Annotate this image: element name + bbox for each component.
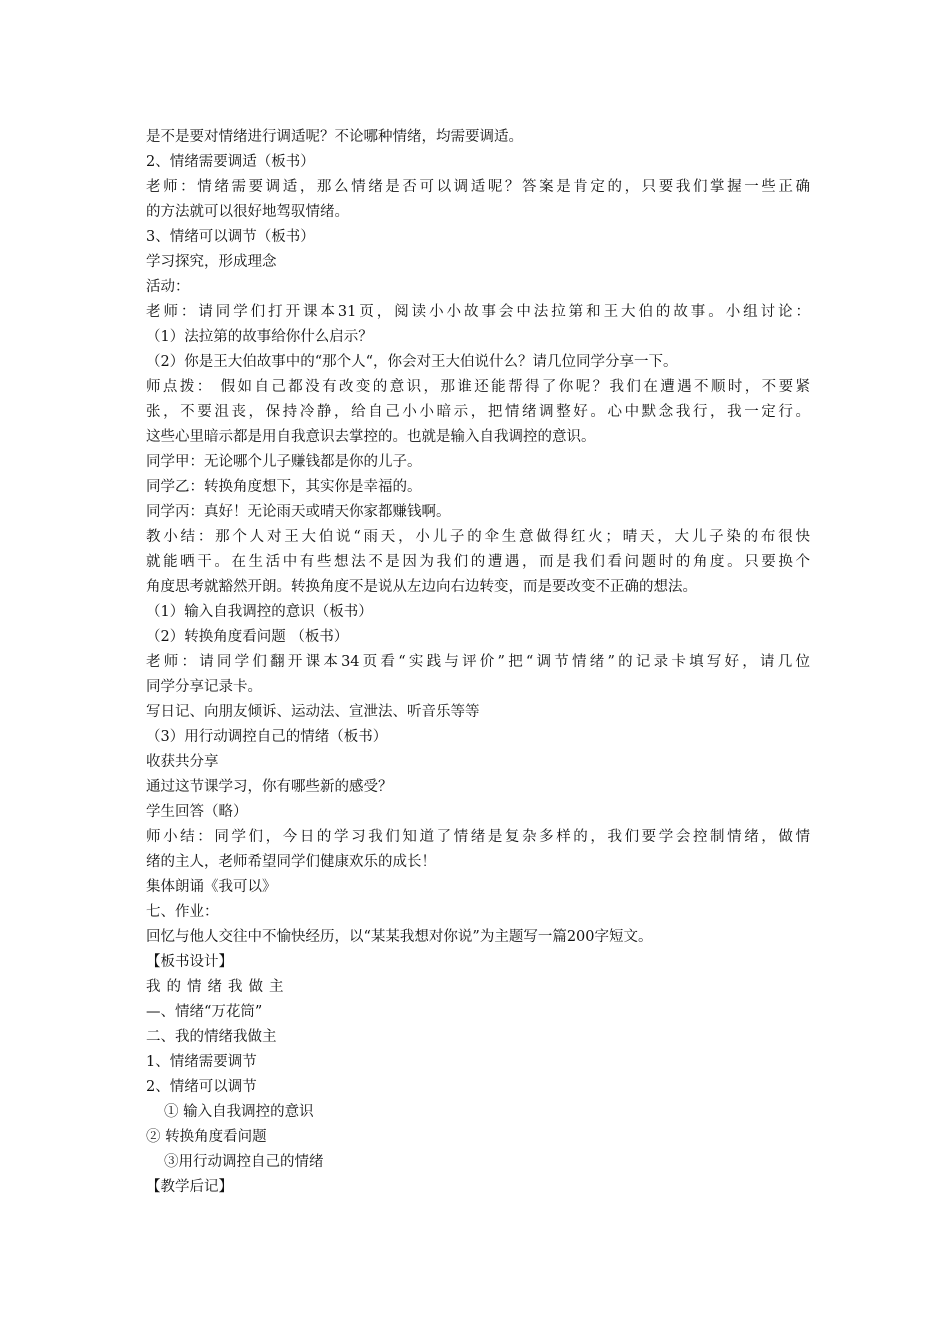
text-line: 活动： [146,279,190,295]
text-line: 张，不要沮丧，保持冷静，给自己小小暗示，把情绪调整好。心中默念我行，我一定行。 [146,404,810,420]
text-line: （2）你是王大伯故事中的“那个人“，你会对王大伯说什么？请几位同学分享一下。 [146,354,678,370]
text-line: 老师：请同学们翻开课本34页看“实践与评价”把“调节情绪”的记录卡填写好，请几位 [146,654,810,670]
text-line: 二、我的情绪我做主 [146,1029,277,1045]
text-line: 2、情绪需要调适（板书） [146,154,315,170]
text-line: （2）转换角度看问题 （板书） [146,629,349,645]
document-page [146,125,810,1200]
text-line: 教小结：那个人对王大伯说“雨天，小儿子的伞生意做得红火；晴天，大儿子染的布很快 [146,529,810,545]
text-line: 我的情绪我做主 [146,979,290,995]
text-line: 老师：情绪需要调适，那么情绪是否可以调适呢？答案是肯定的，只要我们掌握一些正确 [146,179,810,195]
text-line: —、情绪“万花筒” [146,1004,263,1020]
text-line: 师小结：同学们，今日的学习我们知道了情绪是复杂多样的，我们要学会控制情绪，做情 [146,829,810,845]
text-line: 同学甲：无论哪个儿子赚钱都是你的儿子。 [146,454,422,470]
text-line: 收获共分享 [146,754,219,770]
text-line: 【教学后记】 [146,1179,233,1195]
text-line: 就能晒干。在生活中有些想法不是因为我们的遭遇，而是我们看问题时的角度。只要换个 [146,554,810,570]
text-line: 集体朗诵《我可以》 [146,879,277,895]
text-line: 同学丙：真好！无论雨天或晴天你家都赚钱啊。 [146,504,451,520]
text-line: 学习探究，形成理念 [146,254,277,270]
text-line: 是不是要对情绪进行调适呢？不论哪种情绪，均需要调适。 [146,129,523,145]
text-line: 【板书设计】 [146,954,233,970]
text-line: ③用行动调控自己的情绪 [164,1154,324,1170]
text-line: 绪的主人，老师希望同学们健康欢乐的成长！ [146,854,436,870]
text-line: 学生回答（略） [146,804,248,820]
text-line: 2、情绪可以调节 [146,1079,257,1095]
text-line: 3、情绪可以调节（板书） [146,229,315,245]
text-line: 老师：请同学们打开课本31页，阅读小小故事会中法拉第和王大伯的故事。小组讨论： [146,304,810,320]
text-line: 1、情绪需要调节 [146,1054,257,1070]
text-line: 回忆与他人交往中不愉快经历，以“某某我想对你说”为主题写一篇200字短文。 [146,929,653,945]
text-line: （1）法拉第的故事给你什么启示？ [146,329,373,345]
text-line: 角度思考就豁然开朗。转换角度不是说从左边向右边转变，而是要改变不正确的想法。 [146,579,697,595]
text-line: 同学乙：转换角度想下，其实你是幸福的。 [146,479,422,495]
text-line: 七、作业： [146,904,219,920]
text-line: 通过这节课学习，你有哪些新的感受？ [146,779,393,795]
text-line: ② 转换角度看问题 [146,1129,267,1145]
text-line: 同学分享记录卡。 [146,679,262,695]
text-line: 这些心里暗示都是用自我意识去掌控的。也就是输入自我调控的意识。 [146,429,596,445]
text-line: 师点拨： 假如自己都没有改变的意识，那谁还能帮得了你呢？我们在遭遇不顺时，不要紧 [146,379,810,395]
text-line: 写日记、向朋友倾诉、运动法、宣泄法、听音乐等等 [146,704,480,720]
text-line: （1）输入自我调控的意识（板书） [146,604,373,620]
text-line: （3）用行动调控自己的情绪（板书） [146,729,388,745]
text-line: ① 输入自我调控的意识 [164,1104,314,1120]
text-line: 的方法就可以很好地驾驭情绪。 [146,204,349,220]
